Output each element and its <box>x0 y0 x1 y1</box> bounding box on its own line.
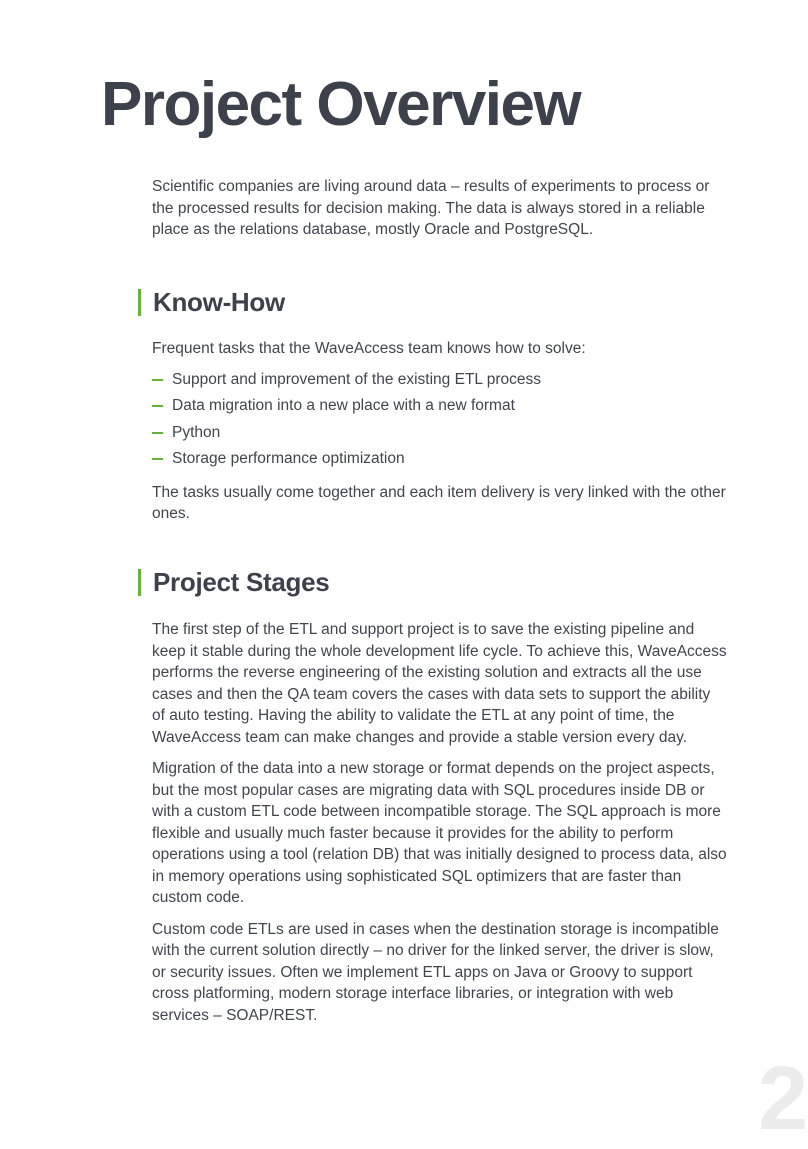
dash-bullet-icon <box>152 432 163 434</box>
know-how-list <box>151 367 727 473</box>
page-number: 2 <box>757 1049 808 1149</box>
list-item-text: Python <box>172 423 221 441</box>
know-how-heading: Know-How <box>138 289 285 316</box>
list-item-text: Storage performance optimization <box>172 450 405 467</box>
stages-paragraph-3: Custom code ETLs are used in cases when the destination storage is incompatible with the current solution directly – no driver for the linked server, the driver is slow, or security issues. Often we implement ETL apps on Java or Groovy to support cross platforming, modern storage interface libraries, or integration with web services – SOAP/REST. <box>152 920 719 1024</box>
project-stages-section <box>152 619 727 1026</box>
know-how-section <box>152 338 727 525</box>
project-stages-heading: Project Stages <box>138 569 329 596</box>
know-how-lead: Frequent tasks that the WaveAccess team knows how to solve: <box>152 340 586 357</box>
list-item-text: Support and improvement of the existing ETL process <box>172 370 542 388</box>
list-item <box>151 367 727 394</box>
intro-paragraph: Scientific companies are living around data – results of experiments to process or the processed results for decision making. The data is always stored in a reliable place as the relations database, mostly Oracle and PostgreSQL. <box>152 178 710 238</box>
list-item <box>151 420 727 447</box>
dash-bullet-icon <box>152 405 163 407</box>
dash-bullet-icon <box>152 458 163 460</box>
list-item <box>151 393 727 420</box>
dash-bullet-icon <box>152 379 163 381</box>
know-how-closing: The tasks usually come together and each item delivery is very linked with the other ones. <box>152 483 726 522</box>
list-item <box>151 446 727 473</box>
page-title: Project Overview <box>101 70 581 139</box>
list-item-text: Data migration into a new place with a new format <box>172 397 515 414</box>
intro-section <box>152 176 727 241</box>
stages-paragraph-1: The first step of the ETL and support project is to save the existing pipeline and keep it stable during the whole development life cycle. To achieve this, WaveAccess performs the reverse engineering of the existing solution and extracts all the use cases and then the QA team covers the cases with data sets to support the ability of auto testing. Having the ability to validate the ETL at any point of time, the WaveAccess team can make changes and provide a stable version every day. <box>152 621 727 746</box>
stages-paragraph-2: Migration of the data into a new storage or format depends on the project aspects, but the most popular cases are migrating data with SQL procedures inside DB or with a custom ETL code between incompatible storage. The SQL approach is more flexible and usually much faster because it provides for the ability to perform operations using a tool (relation DB) that was initially designed to process data, also in memory operations using sophisticated SQL optimizers that are faster than custom code. <box>152 760 727 906</box>
